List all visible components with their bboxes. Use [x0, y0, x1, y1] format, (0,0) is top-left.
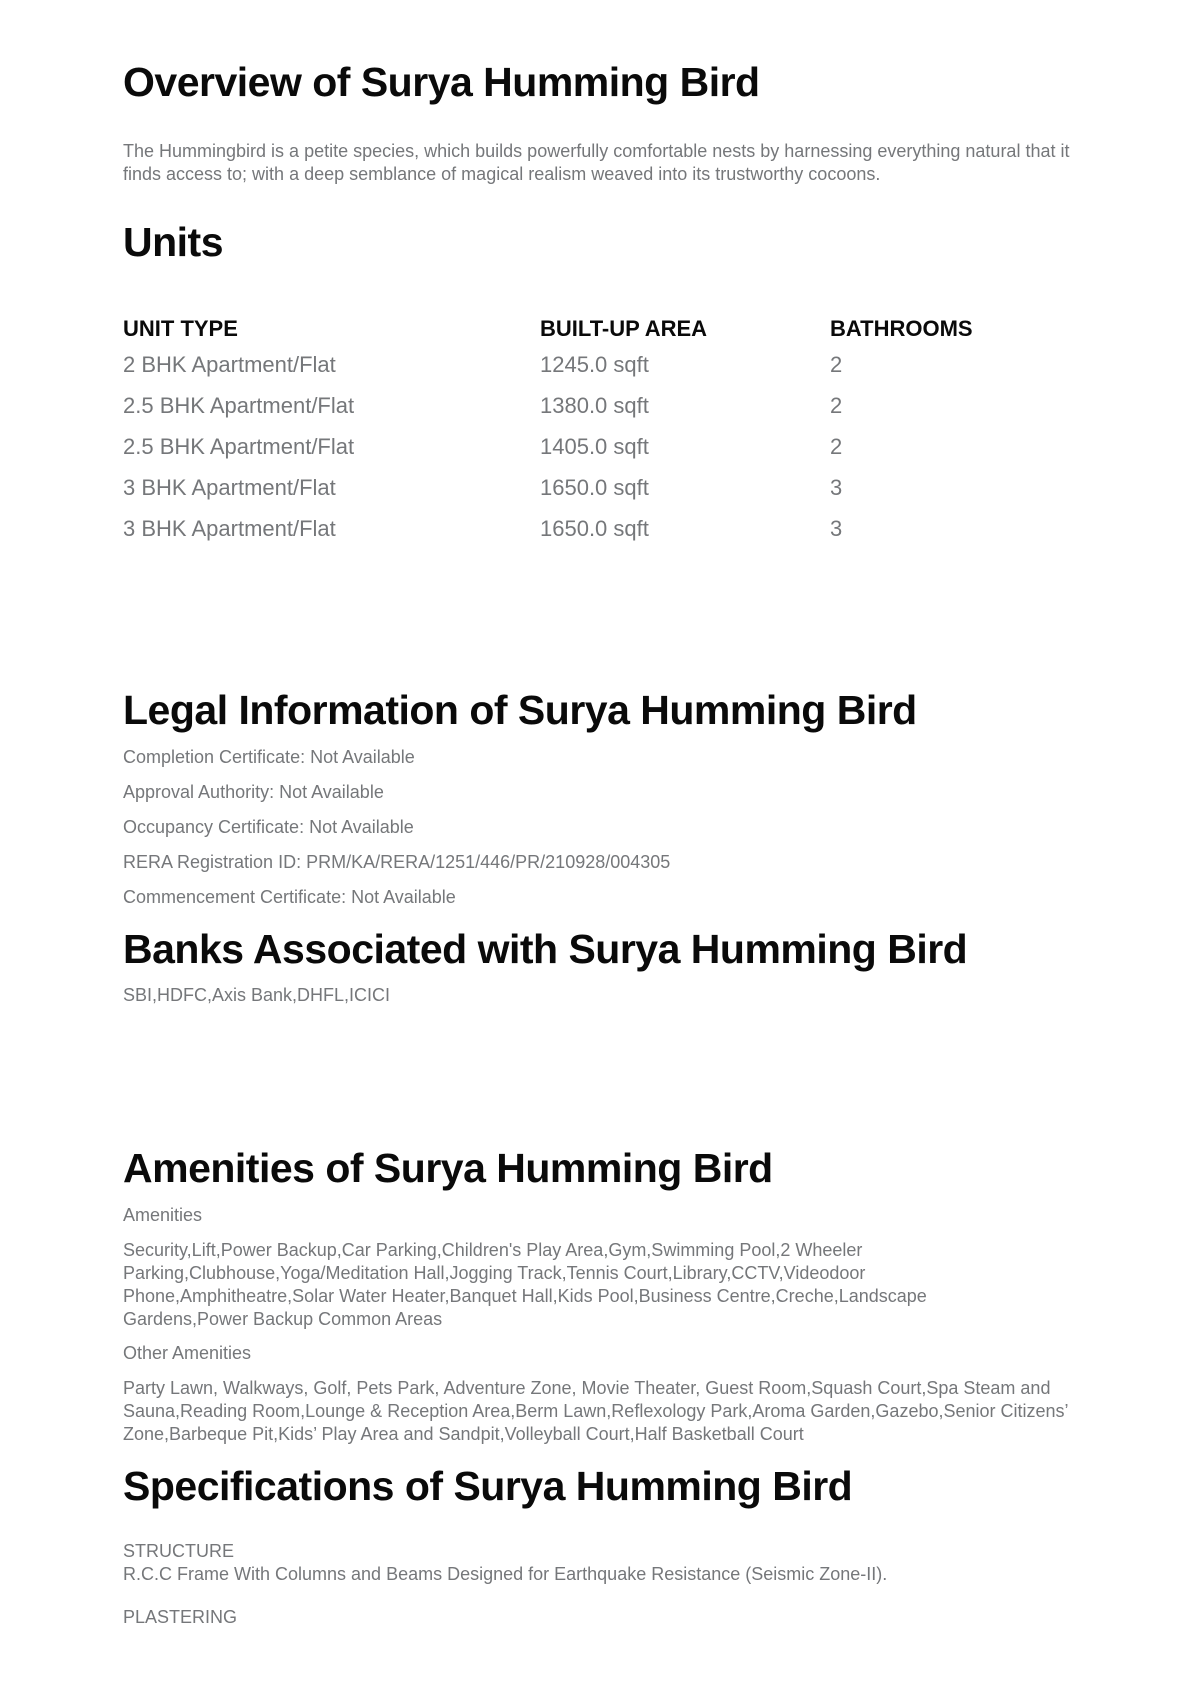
units-heading: Units	[123, 219, 223, 265]
other-amenities-label: Other Amenities	[123, 1343, 252, 1363]
unit-type-cell: 3 BHK Apartment/Flat	[123, 475, 336, 500]
column-header-bathrooms: BATHROOMS	[830, 316, 973, 341]
rera-registration-item: RERA Registration ID: PRM/KA/RERA/1251/446/PR/210928/004305	[123, 852, 671, 872]
bathrooms-cell: 2	[830, 393, 843, 418]
overview-description: The Hummingbird is a petite species, which builds powerfully comfortable nests by harnessing everything natural that it finds access to; with a deep semblance of magical realism weaved into its trustworthy cocoons.	[123, 141, 1070, 184]
legal-information-list	[123, 746, 670, 921]
bathrooms-cell: 2	[830, 352, 843, 377]
amenities-list: Security,Lift,Power Backup,Car Parking,Children's Play Area,Gym,Swimming Pool,2 Wheeler Parking,Clubhouse,Yoga/Meditation Hall,Jogging Track,Tennis Court,Library,CCTV,Videodoor Phone,Amphitheatre,Solar Water Heater,Banquet Hall,Kids Pool,Business Centre,Creche,Landscape Gardens,Power Backup Common Areas	[123, 1240, 927, 1329]
spec-structure-text: R.C.C Frame With Columns and Beams Designed for Earthquake Resistance (Seismic Zone-II).	[123, 1564, 888, 1584]
column-header-built-up-area: BUILT-UP AREA	[540, 316, 708, 341]
built-up-area-cell: 1405.0 sqft	[540, 434, 649, 459]
unit-type-cell: 3 BHK Apartment/Flat	[123, 516, 336, 541]
commencement-certificate-item: Commencement Certificate: Not Available	[123, 887, 456, 907]
approval-authority-item: Approval Authority: Not Available	[123, 782, 384, 802]
table-row	[123, 352, 1073, 393]
amenities-label: Amenities	[123, 1205, 203, 1225]
banks-list: SBI,HDFC,Axis Bank,DHFL,ICICI	[123, 985, 391, 1005]
table-row	[123, 434, 1073, 475]
unit-type-cell: 2 BHK Apartment/Flat	[123, 352, 336, 377]
built-up-area-cell: 1650.0 sqft	[540, 475, 649, 500]
column-header-unit-type: UNIT TYPE	[123, 316, 238, 341]
specifications-heading: Specifications of Surya Humming Bird	[123, 1463, 853, 1509]
built-up-area-cell: 1650.0 sqft	[540, 516, 649, 541]
table-row	[123, 516, 1073, 557]
spec-plastering-title: PLASTERING	[123, 1607, 238, 1627]
overview-heading: Overview of Surya Humming Bird	[123, 59, 760, 105]
bathrooms-cell: 3	[830, 516, 843, 541]
built-up-area-cell: 1380.0 sqft	[540, 393, 649, 418]
bathrooms-cell: 3	[830, 475, 843, 500]
unit-type-cell: 2.5 BHK Apartment/Flat	[123, 393, 355, 418]
amenities-heading: Amenities of Surya Humming Bird	[123, 1145, 773, 1191]
unit-type-cell: 2.5 BHK Apartment/Flat	[123, 434, 355, 459]
legal-information-heading: Legal Information of Surya Humming Bird	[123, 687, 917, 733]
occupancy-certificate-item: Occupancy Certificate: Not Available	[123, 817, 414, 837]
spec-structure-title: STRUCTURE	[123, 1541, 234, 1561]
bathrooms-cell: 2	[830, 434, 843, 459]
completion-certificate-item: Completion Certificate: Not Available	[123, 747, 415, 767]
units-table-header-row	[123, 316, 1073, 352]
table-row	[123, 393, 1073, 434]
built-up-area-cell: 1245.0 sqft	[540, 352, 649, 377]
other-amenities-list: Party Lawn, Walkways, Golf, Pets Park, Adventure Zone, Movie Theater, Guest Room,Squash Court,Spa Steam and Sauna,Reading Room,Lounge & Reception Area,Berm Lawn,Reflexology Park,Aroma Garden,Gazebo,Senior Citizens’ Zone,Barbeque Pit,Kids’ Play Area and Sandpit,Volleyball Court,Half Basketball Court	[123, 1378, 1068, 1444]
table-row	[123, 475, 1073, 516]
banks-heading: Banks Associated with Surya Humming Bird	[123, 926, 968, 972]
units-table	[123, 316, 1073, 557]
